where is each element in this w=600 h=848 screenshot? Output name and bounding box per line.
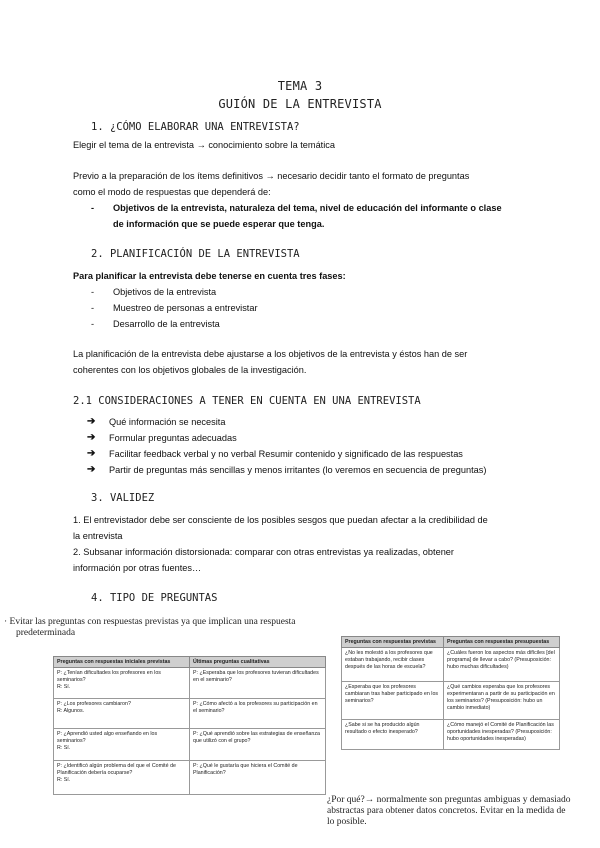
table-header-cell: Preguntas con respuestas previstas — [342, 637, 444, 648]
s3-paragraph-2: la entrevista — [73, 531, 123, 541]
table-row — [54, 729, 326, 761]
s1-paragraph-2b: como el modo de respuestas que dependerá de: — [73, 187, 271, 197]
section-2-heading: 2. PLANIFICACIÓN DE LA ENTREVISTA — [91, 248, 300, 260]
table-row — [342, 720, 560, 750]
table-initial-vs-qualitative — [53, 656, 326, 795]
table-cell: P: ¿Identificó algún problema del que el Comité de Planificación debería ocuparse? R: Sí. — [54, 761, 190, 795]
table-row — [54, 668, 326, 699]
s2-phase-item: - Muestreo de personas a entrevistar — [87, 300, 258, 316]
s1-paragraph-1: Elegir el tema de la entrevista → conocimiento sobre la temática — [73, 140, 335, 150]
s3-paragraph-1: 1. El entrevistador debe ser consciente de los posibles sesgos que puedan afectar a la credibilidad de — [73, 515, 488, 525]
s2-phase-list — [87, 284, 258, 332]
s2-intro: Para planificar la entrevista debe tenerse en cuenta tres fases: — [73, 271, 346, 281]
s21-item: ➔ Partir de preguntas más sencillas y menos irritantes (lo veremos en secuencia de preguntas) — [87, 462, 486, 478]
table-row — [342, 682, 560, 720]
arrow-icon: ➔ — [87, 464, 96, 475]
table-cell: ¿Esperaba que los profesores cambiaran tras haber participado en los seminarios? — [342, 682, 444, 720]
table-cell: ¿Qué cambios esperaba que los profesores experimentaran a partir de su participación en los seminarios? (Presuposición: hubo un cambio inmediato) — [444, 682, 560, 720]
s3-paragraph-4: información por otras fuentes… — [73, 563, 202, 573]
arrow-icon: ➔ — [87, 416, 96, 427]
s1-paragraph-2a: Previo a la preparación de los ítems definitivos → necesario decidir tanto el formato de preguntas — [73, 171, 470, 181]
section-3-heading: 3. VALIDEZ — [91, 492, 155, 504]
table-cell: P: ¿Aprendió usted algo enseñando en los seminarios? R: Sí. — [54, 729, 190, 761]
s21-item: ➔ Facilitar feedback verbal y no verbal Resumir contenido y significado de las respuestas — [87, 446, 486, 462]
s2-phase-item: - Objetivos de la entrevista — [87, 284, 258, 300]
scanned-note-top: · Evitar las preguntas con respuestas previstas ya que implican una respuesta predeterminada — [4, 617, 296, 638]
table-header-cell: Últimas preguntas cualitativas — [190, 657, 326, 668]
s2-paragraph-1: La planificación de la entrevista debe ajustarse a los objetivos de la entrevista y éstos han de ser — [73, 349, 468, 359]
table-row — [54, 761, 326, 795]
s2-phase-item: - Desarrollo de la entrevista — [87, 316, 258, 332]
table-cell: ¿No les molestó a los profesores que estaban trabajando, recibir clases después de las horas de escuela? — [342, 648, 444, 682]
table-header-cell: Preguntas con respuestas presupuestas — [444, 637, 560, 648]
section-1-heading: 1. ¿CÓMO ELABORAR UNA ENTREVISTA? — [91, 121, 300, 133]
table-cell: P: ¿Tenían dificultades los profesores en los seminarios? R: Sí. — [54, 668, 190, 699]
table-header-row — [342, 637, 560, 648]
s1-bullet-list — [87, 200, 502, 216]
table-cell: ¿Sabe si se ha producido algún resultado o efecto inesperado? — [342, 720, 444, 750]
scanned-note-bottom: ¿Por qué?→ normalmente son preguntas ambiguas y demasiado abstractas para obtener datos concretos. Evitar en la medida de lo posible. — [327, 795, 571, 827]
table-cell: P: ¿Qué le gustaría que hiciera el Comité de Planificación? — [190, 761, 326, 795]
s21-item: ➔ Qué información se necesita — [87, 414, 486, 430]
s21-arrow-list — [87, 414, 486, 478]
section-4-heading: 4. TIPO DE PREGUNTAS — [91, 592, 218, 604]
table-cell: ¿Cómo manejó el Comité de Planificación las oportunidades inesperadas? (Presuposición: hubo oportunidades inesperadas) — [444, 720, 560, 750]
page-subtitle: GUIÓN DE LA ENTREVISTA — [218, 97, 382, 111]
s1-bullet: - Objetivos de la entrevista, naturaleza del tema, nivel de educación del informante o clase — [87, 200, 502, 216]
s21-item: ➔ Formular preguntas adecuadas — [87, 430, 486, 446]
s3-paragraph-3: 2. Subsanar información distorsionada: comparar con otras entrevistas ya realizadas, obtener — [73, 547, 454, 557]
section-2-1-heading: 2.1 CONSIDERACIONES A TENER EN CUENTA EN UNA ENTREVISTA — [73, 395, 421, 407]
s2-paragraph-2: coherentes con los objetivos globales de la investigación. — [73, 365, 307, 375]
arrow-icon: ➔ — [87, 448, 96, 459]
table-cell: P: ¿Qué aprendió sobre las estrategias de enseñanza que utilizó con el grupo? — [190, 729, 326, 761]
table-expected-vs-presupposed — [341, 636, 560, 750]
page-title: TEMA 3 — [277, 79, 323, 93]
table-header-cell: Preguntas con respuestas iniciales previstas — [54, 657, 190, 668]
arrow-icon: ➔ — [87, 432, 96, 443]
table-cell: P: ¿Cómo afectó a los profesores su participación en el seminario? — [190, 699, 326, 729]
s1-bullet-continued: de información que se puede esperar que tenga. — [113, 219, 325, 229]
table-row — [342, 648, 560, 682]
table-cell: ¿Cuáles fueron los aspectos más difíciles [del programa] de llevar a cabo? (Presuposición: hubo muchas dificultades) — [444, 648, 560, 682]
table-header-row — [54, 657, 326, 668]
table-cell: P: ¿Los profesores cambiaron? R: Algunos. — [54, 699, 190, 729]
table-cell: P: ¿Esperaba que los profesores tuvieran dificultades en el seminario? — [190, 668, 326, 699]
table-row — [54, 699, 326, 729]
